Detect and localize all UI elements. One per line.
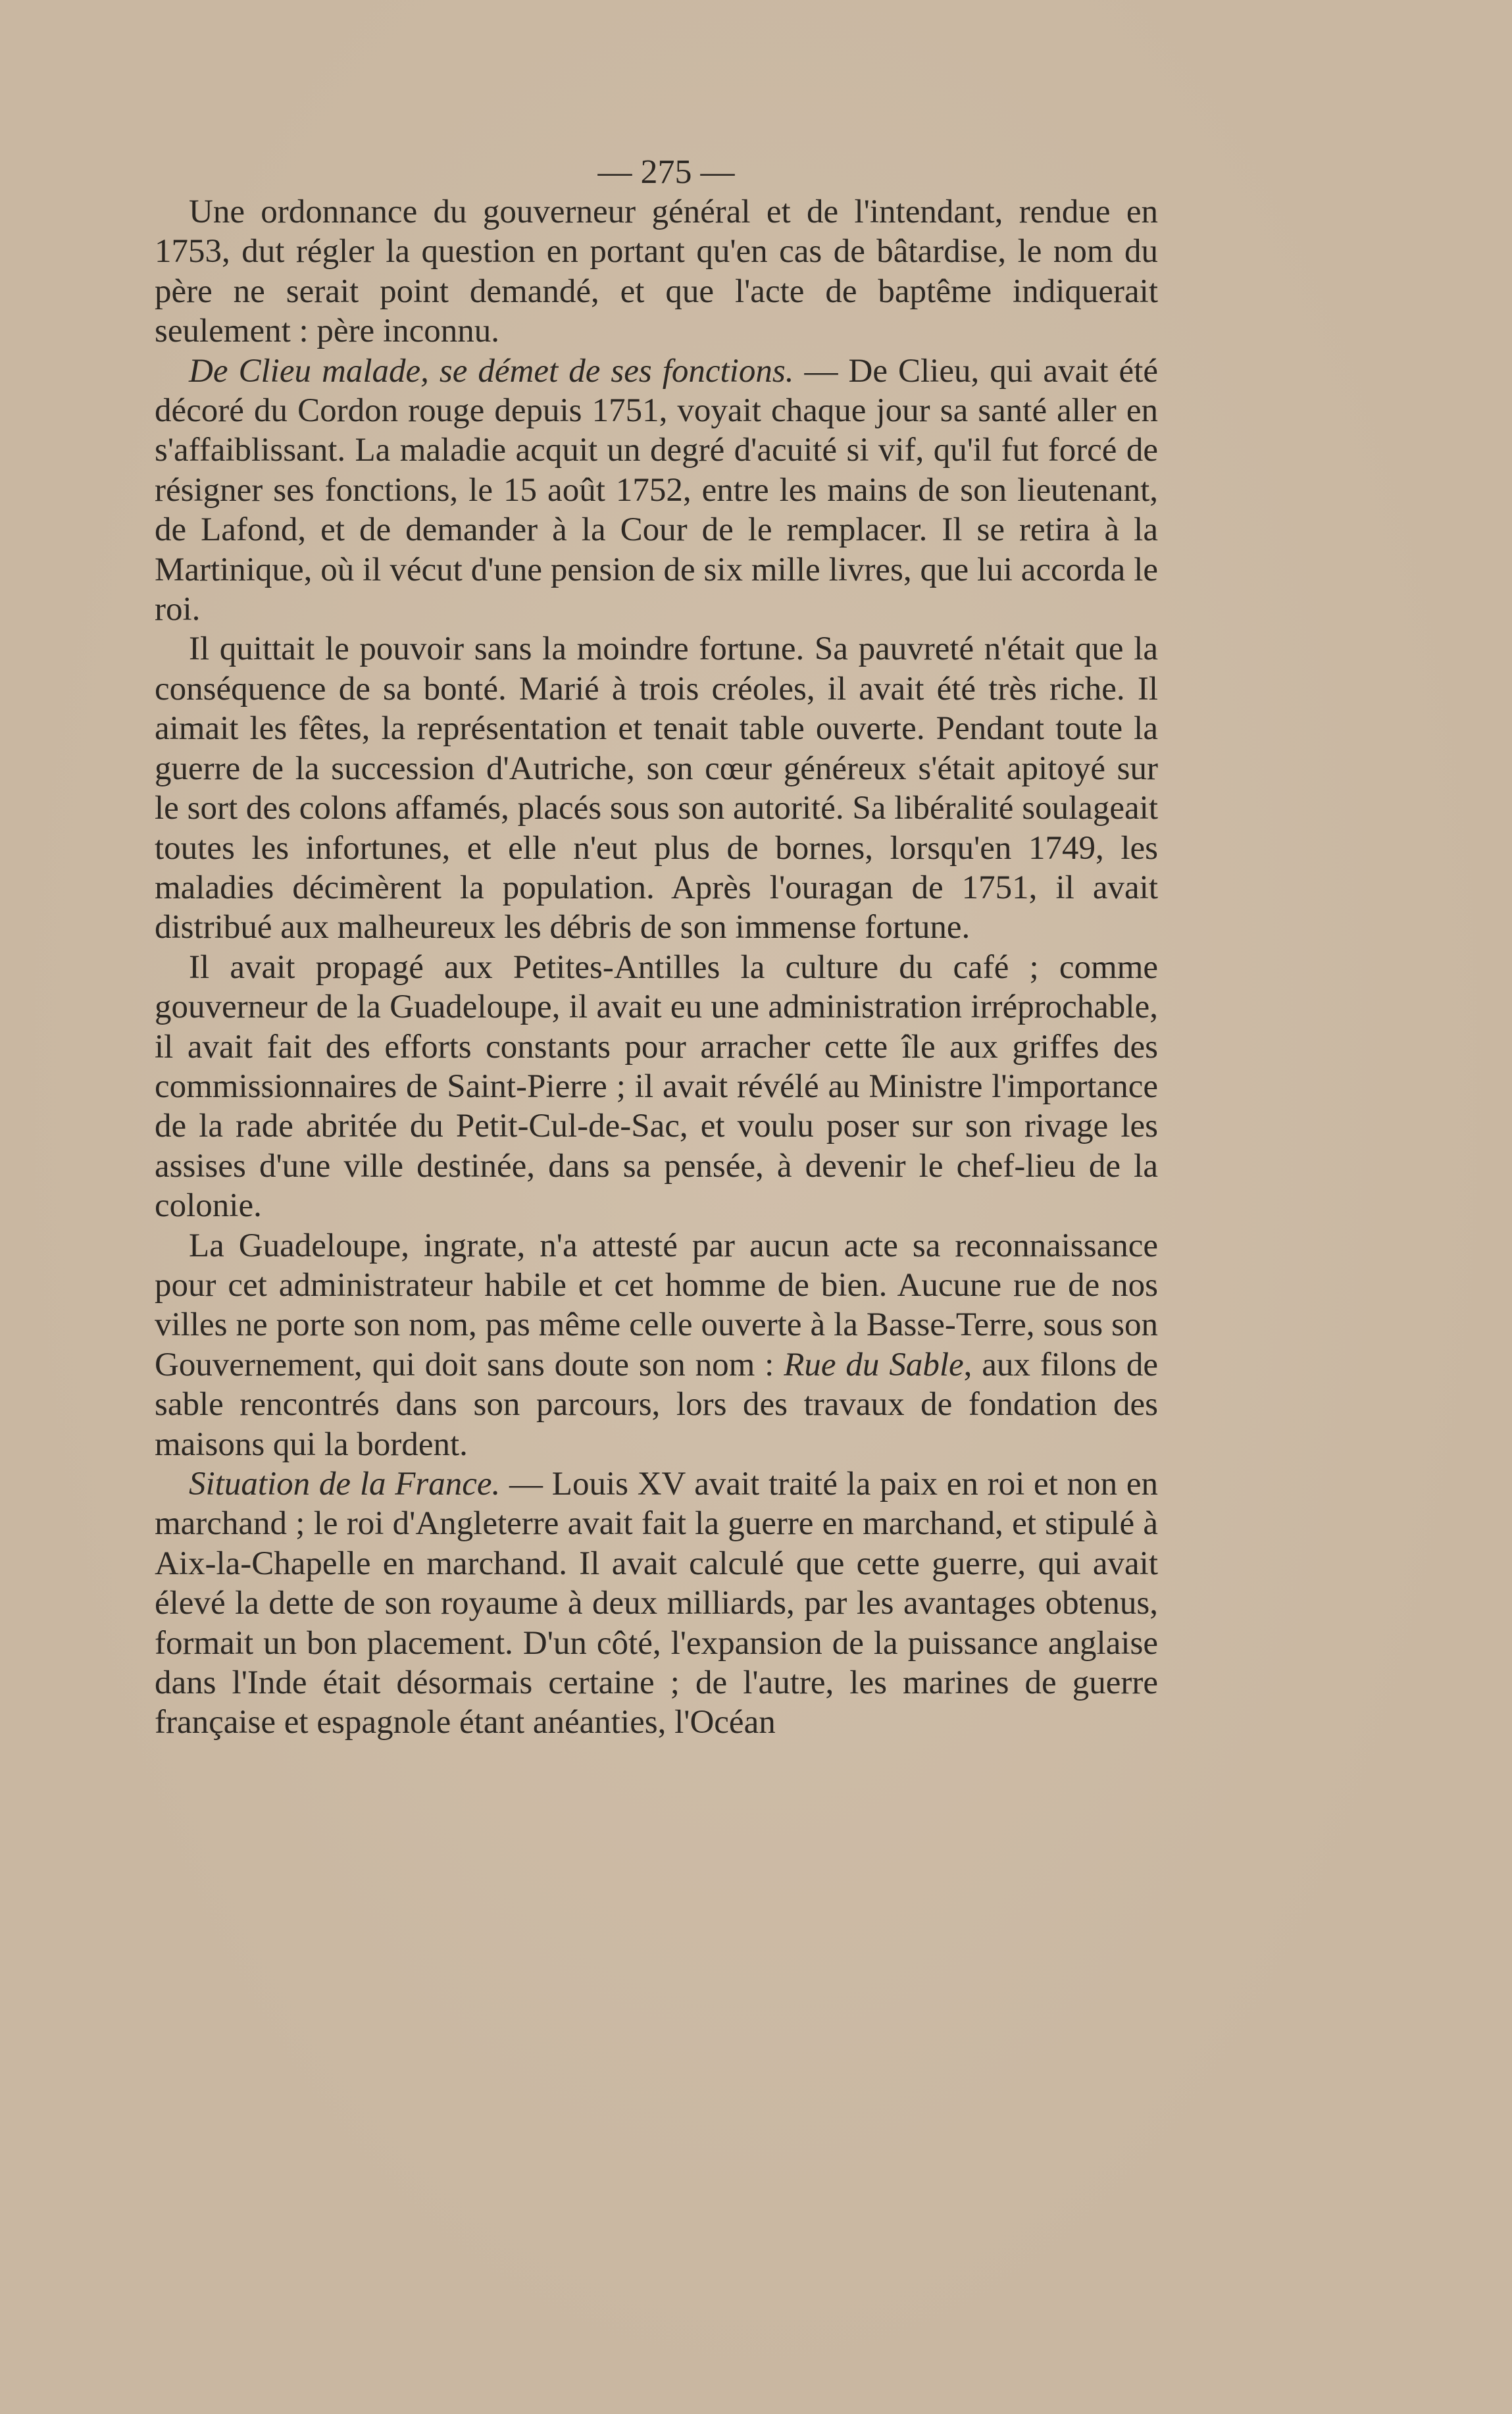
street-name: Rue du Sable	[784, 1346, 964, 1383]
paragraph-cafe	[155, 948, 1158, 1226]
paragraph-pauvrete	[155, 629, 1158, 947]
paragraph-text: La Guadeloupe, ingrate, n'a attesté par aucun acte sa reconnaissance pour cet administrateur habile et cet homme de bien. Aucune rue de nos villes ne porte son nom, pas même celle ouverte à la Basse-Terre, sous son Gouvernement, qui doit sans doute son nom :	[155, 1227, 1158, 1383]
paragraph-text: Une ordonnance du gouverneur général et de l'intendant, rendue en 1753, dut régler la question en portant qu'en cas de bâtardise, le nom du père ne serait point demandé, et que l'acte de baptême indiquerait seulement : père inconnu.	[155, 193, 1158, 350]
paragraph-text: — De Clieu, qui avait été décoré du Cordon rouge depuis 1751, voyait chaque jour sa santé aller en s'affaiblissant. La maladie acquit un degré d'acuité si vif, qu'il fut forcé de résigner ses fonctions, le 15 août 1752, entre les mains de son lieutenant, de Lafond, et de demander à la Cour de le remplacer. Il se retira à la Martinique, où il vécut d'une pension de six mille livres, que lui accorda le roi.	[155, 352, 1158, 629]
section-heading: De Clieu malade, se démet de ses fonctions.	[189, 352, 794, 390]
paragraph-situation-france	[155, 1464, 1158, 1743]
paragraph-text: , aux filons de sable rencontrés dans son parcours, lors des travaux de fondation des maisons qui la bordent.	[155, 1346, 1158, 1463]
paragraph-ordonnance	[155, 192, 1158, 351]
paragraph-text: Il quittait le pouvoir sans la moindre fortune. Sa pauvreté n'était que la conséquence de sa bonté. Marié à trois créoles, il avait été très riche. Il aimait les fêtes, la représentation et tenait table ouverte. Pendant toute la guerre de la succession d'Autriche, son cœur généreux s'était apitoyé sur le sort des colons affamés, placés sous son autorité. Sa libéralité soulageait toutes les infortunes, et elle n'eut plus de bornes, lorsqu'en 1749, les maladies décimèrent la population. Après l'ouragan de 1751, il avait distribué aux malheureux les débris de son immense fortune.	[155, 630, 1158, 946]
page-text-block	[155, 153, 1158, 1743]
paragraph-text: Il avait propagé aux Petites-Antilles la culture du café ; comme gouverneur de la Guadeloupe, il avait eu une administration irréprochable, il avait fait des efforts constants pour arracher cette île aux griffes des commissionnaires de Saint-Pierre ; il avait révélé au Ministre l'importance de la rade abritée du Petit-Cul-de-Sac, et voulu poser sur son rivage les assises d'une ville destinée, dans sa pensée, à devenir le chef-lieu de la colonie.	[155, 948, 1158, 1225]
section-heading: Situation de la France.	[189, 1466, 501, 1502]
paragraph-de-clieu-malade	[155, 351, 1158, 630]
page-number: — 275 —	[597, 153, 735, 191]
paragraph-text: — Louis XV avait traité la paix en roi et non en marchand ; le roi d'Angleterre avait fait la guerre en marchand, et stipulé à Aix-la-Chapelle en marchand. Il avait calculé que cette guerre, qui avait élevé la dette de son royaume à deux milliards, par les avantages obtenus, formait un bon placement. D'un côté, l'expansion de la puissance anglaise dans l'Inde était désormais certaine ; de l'autre, les marines de guerre française et espagnole étant anéanties, l'Océan	[155, 1466, 1158, 1741]
paragraph-guadeloupe-ingrate	[155, 1226, 1158, 1464]
